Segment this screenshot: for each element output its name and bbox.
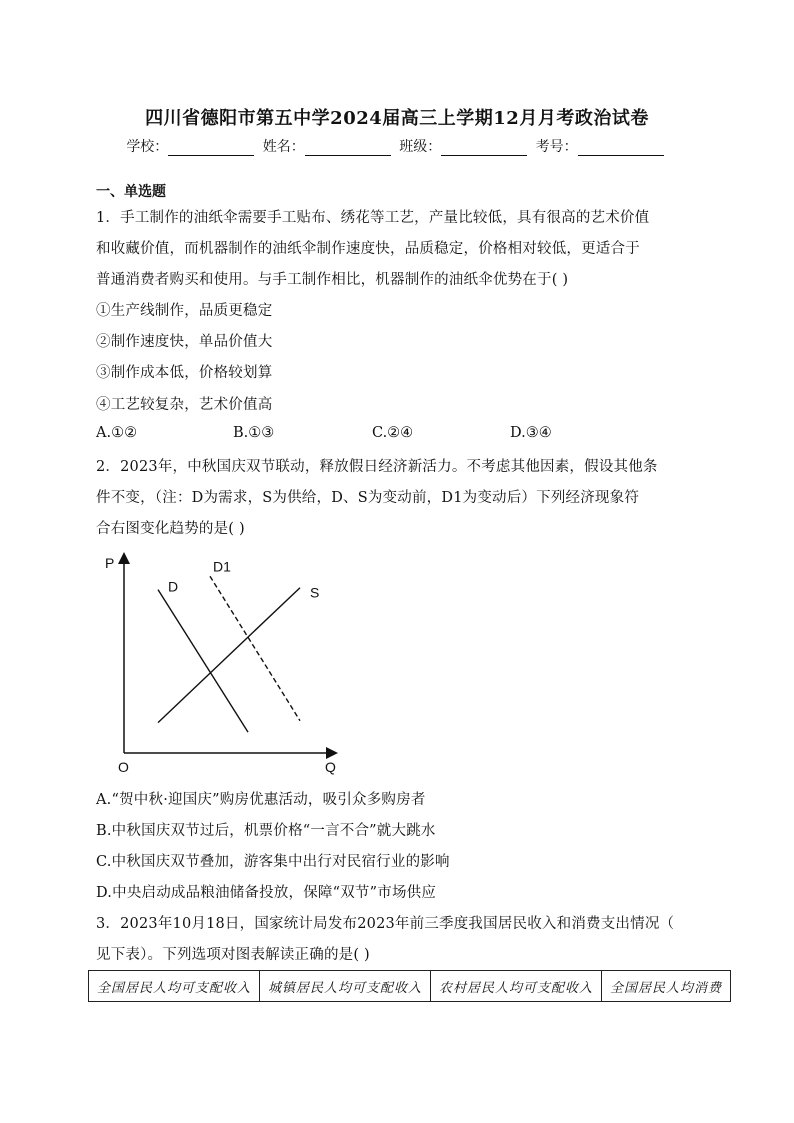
q1-option-a[interactable]: A.①② (96, 425, 138, 441)
exam-number-label: 考号： (535, 139, 578, 155)
q2-option-c[interactable]: C.中秋国庆双节叠加，游客集中出行对民宿行业的影响 (96, 854, 450, 870)
series-label-d: D (168, 578, 179, 595)
exam-number-blank[interactable] (578, 141, 664, 156)
y-axis-label: P (105, 555, 115, 571)
q1-statement-3: ③制作成本低，价格较划算 (96, 365, 273, 381)
school-label: 学校： (126, 139, 169, 155)
origin-label: O (118, 759, 129, 775)
q2-option-b[interactable]: B.中秋国庆双节过后，机票价格“一言不合”就大跳水 (96, 823, 436, 839)
series-label-d1: D1 (213, 558, 231, 575)
q1-option-c[interactable]: C.②④ (372, 425, 414, 441)
q1-statement-4: ④工艺较复杂，艺术价值高 (96, 397, 273, 413)
page-title: 四川省德阳市第五中学2024届高三上学期12月月考政治试卷 (145, 108, 649, 129)
table-header-cell: 全国居民人均可支配收入 (89, 971, 260, 1002)
class-label: 班级： (399, 139, 442, 155)
table-header-row (89, 971, 731, 1002)
q2-option-a[interactable]: A.“贺中秋·迎国庆”购房优惠活动，吸引众多购房者 (96, 792, 426, 808)
q2-line-3: 合右图变化趋势的是( ) (96, 521, 245, 537)
class-blank[interactable] (441, 141, 527, 156)
q1-option-b[interactable]: B.①③ (233, 425, 275, 441)
income-table-wrapper (88, 970, 794, 1004)
name-label: 姓名： (262, 139, 305, 155)
q1-option-d[interactable]: D.③④ (510, 425, 552, 441)
supply-demand-chart (96, 548, 356, 780)
q2-line-2: 件不变，（注：D为需求，S为供给，D、S为变动前，D1为变动后）下列经济现象符 (96, 490, 640, 506)
section-heading: 一、单选题 (96, 184, 166, 200)
series-label-s: S (310, 584, 320, 601)
q1-line-2: 和收藏价值，而机器制作的油纸伞制作速度快，品质稳定，价格相对较低，更适合于 (96, 241, 640, 257)
q1-statement-2: ②制作速度快，单品价值大 (96, 334, 273, 350)
name-blank[interactable] (305, 141, 391, 156)
q1-line-3: 普通消费者购买和使用。与手工制作相比，机器制作的油纸伞优势在于( ) (96, 272, 569, 288)
table-header-cell: 全国居民人均消费 (602, 971, 731, 1002)
q1-statement-1: ①生产线制作，品质更稳定 (96, 303, 273, 319)
income-table (88, 970, 731, 1002)
school-blank[interactable] (168, 141, 254, 156)
q3-line-2: 见下表）。下列选项对图表解读正确的是( ) (96, 947, 370, 963)
q2-line-1: 2．2023年，中秋国庆双节联动，释放假日经济新活力。不考虑其他因素，假设其他条 (96, 459, 658, 475)
table-header-cell: 城镇居民人均可支配收入 (260, 971, 431, 1002)
q2-option-d[interactable]: D.中央启动成品粮油储备投放，保障“双节”市场供应 (96, 885, 437, 901)
student-info-line (0, 136, 794, 156)
x-axis-label: Q (325, 759, 336, 775)
series-line-d1 (210, 576, 300, 720)
table-header-cell: 农村居民人均可支配收入 (431, 971, 602, 1002)
q3-line-1: 3．2023年10月18日，国家统计局发布2023年前三季度我国居民收入和消费支出情况（ (96, 916, 675, 932)
q1-line-1: 1．手工制作的油纸伞需要手工贴布、绣花等工艺，产量比较低，具有很高的艺术价值 (96, 210, 650, 226)
